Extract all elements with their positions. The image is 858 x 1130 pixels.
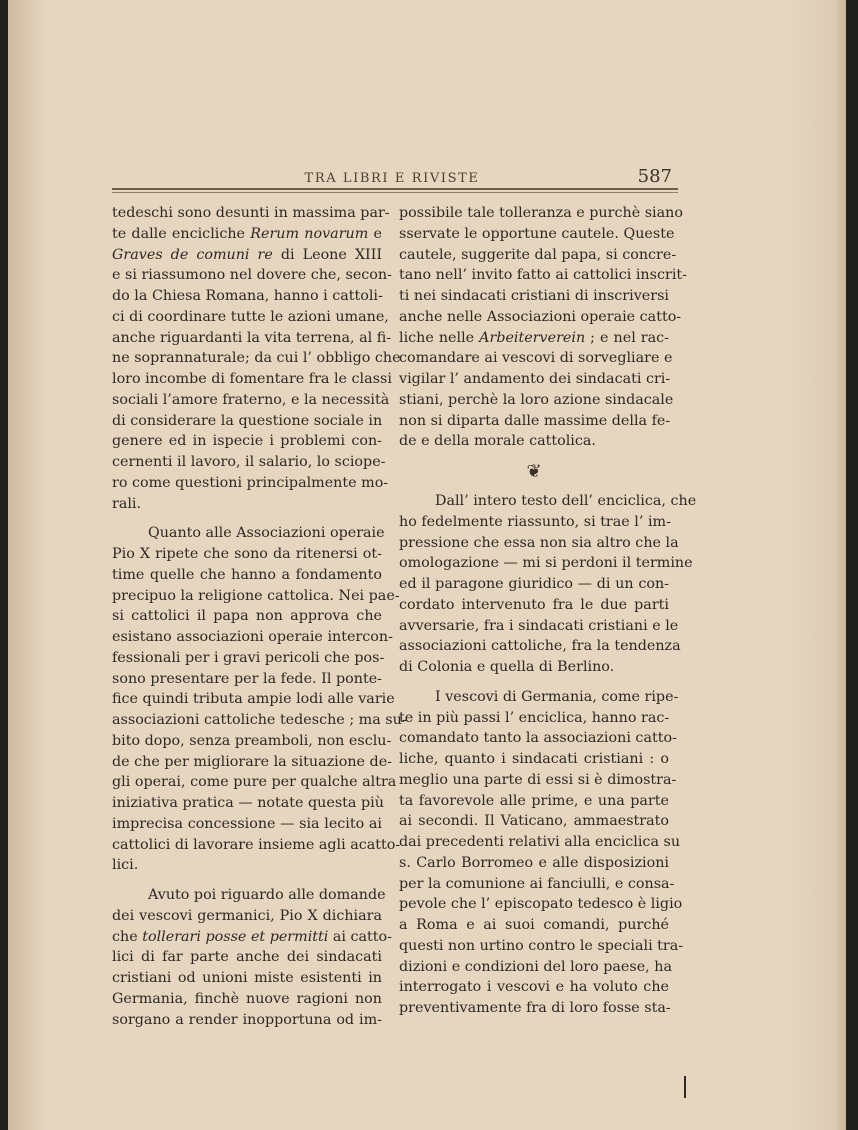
page-header bbox=[112, 168, 672, 194]
text-line: pevole che l’ episcopato tedesco è ligio bbox=[399, 896, 683, 913]
text-line: sservate le opportune cautele. Queste bbox=[399, 225, 675, 242]
text-line: per la comunione ai fanciulli, e consa- bbox=[399, 875, 675, 892]
text-line: si cattolici il papa non approva che bbox=[112, 608, 382, 625]
text-line: esistano associazioni operaie intercon- bbox=[112, 629, 393, 645]
text-line: te in più passi l’ enciclica, hanno rac- bbox=[399, 709, 670, 726]
text-line: Germania, finchè nuove ragioni non bbox=[112, 990, 382, 1007]
text-line: rali. bbox=[112, 495, 142, 512]
text-line: Quanto alle Associazioni operaie bbox=[148, 525, 385, 542]
text-line: Dall’ intero testo dell’ enciclica, che bbox=[435, 493, 697, 509]
text-line: a Roma e ai suoi comandi, purché bbox=[399, 917, 669, 933]
text-line: ho fedelmente riassunto, si trae l’ im- bbox=[399, 513, 671, 530]
right-column bbox=[399, 203, 697, 1019]
text-line: comandato tanto la associazioni catto- bbox=[399, 730, 677, 747]
text-line: iniziativa pratica — notate questa più bbox=[112, 795, 384, 811]
text-line: associazioni cattoliche tedesche ; ma su- bbox=[112, 712, 407, 728]
text-line: di considerare la questione sociale in bbox=[112, 412, 383, 429]
text-line: possibile tale tolleranza e purchè siano bbox=[399, 205, 683, 221]
text-line: precipuo la religione cattolica. Nei pae- bbox=[112, 587, 400, 604]
text-line: Pio X ripete che sono da ritenersi ot- bbox=[112, 546, 382, 562]
text-line: dei vescovi germanici, Pio X dichiara bbox=[112, 907, 382, 924]
ink-mark bbox=[684, 1076, 686, 1098]
text-line: avversarie, fra i sindacati cristiani e le bbox=[399, 617, 679, 634]
text-line: sorgano a render inopportuna od im- bbox=[112, 1011, 382, 1028]
text-line: de e della morale cattolica. bbox=[399, 433, 596, 450]
text-line: gli operai, come pure per qualche altra bbox=[112, 774, 397, 791]
page-right-edge bbox=[836, 0, 846, 1130]
text-line: ti nei sindacati cristiani di inscriversi bbox=[399, 288, 669, 304]
text-line: e si riassumono nel dovere che, secon- bbox=[112, 267, 392, 284]
fleuron-icon: ❦ bbox=[526, 461, 542, 482]
text-line: pressione che essa non sia altro che la bbox=[399, 534, 679, 551]
text-line: time quelle che hanno a fondamento bbox=[112, 566, 382, 583]
text-line: cernenti il lavoro, il salario, lo sciope- bbox=[112, 454, 386, 470]
text-line: do la Chiesa Romana, hanno i cattoli- bbox=[112, 288, 383, 304]
text-line: sono presentare per la fede. Il ponte- bbox=[112, 670, 382, 687]
text-line: anche nelle Associazioni operaie catto- bbox=[399, 308, 682, 325]
text-line: sociali l’amore fraterno, e la necessità bbox=[112, 391, 390, 408]
text-line: comandare ai vescovi di sorvegliare e bbox=[399, 350, 673, 367]
header-rule-thin bbox=[112, 192, 678, 193]
text-line: preventivamente fra di loro fosse sta- bbox=[399, 1000, 671, 1016]
text-line: dai precedenti relativi alla enciclica su bbox=[399, 834, 681, 850]
text-line: I vescovi di Germania, come ripe- bbox=[435, 688, 679, 705]
header-rule bbox=[112, 188, 678, 190]
text-line: omologazione — mi si perdoni il termine bbox=[399, 555, 693, 572]
text-line: questi non urtino contro le speciali tra- bbox=[399, 937, 684, 954]
text-line: meglio una parte di essi si è dimostra- bbox=[399, 771, 677, 788]
text-line-rich: liche nelle Arbeiterverein ; e nel rac- bbox=[399, 329, 669, 346]
text-line: di Colonia e quella di Berlino. bbox=[399, 659, 615, 675]
text-line-rich: che tollerari posse et permitti ai catto- bbox=[112, 928, 392, 945]
text-line: stiani, perchè la loro azione sindacale bbox=[399, 391, 674, 408]
text-line: ne soprannaturale; da cui l’ obbligo che bbox=[112, 350, 401, 367]
text-line: ta favorevole alle prime, e una parte bbox=[399, 792, 669, 809]
text-line: liche, quanto i sindacati cristiani : o bbox=[399, 751, 669, 767]
text-line: non si diparta dalle massime della fe- bbox=[399, 412, 671, 429]
text-line: lici di far parte anche dei sindacati bbox=[112, 949, 382, 966]
text-line: lici. bbox=[112, 857, 139, 874]
text-line: loro incombe di fomentare fra le classi bbox=[112, 371, 392, 387]
left-column bbox=[112, 203, 407, 1030]
text-line: ro come questioni principalmente mo- bbox=[112, 474, 389, 491]
running-title: TRA LIBRI E RIVISTE bbox=[304, 171, 480, 186]
text-line: fice quindi tributa ampie lodi alle varie bbox=[112, 691, 395, 708]
text-line: de che per migliorare la situazione de- bbox=[112, 753, 392, 770]
text-line: bito dopo, senza preamboli, non esclu- bbox=[112, 732, 392, 749]
text-line: Avuto poi riguardo alle domande bbox=[148, 887, 386, 903]
text-line-rich: Graves de comuni re di Leone XIII bbox=[112, 246, 382, 263]
text-line: s. Carlo Borromeo e alle disposizioni bbox=[399, 854, 669, 871]
text-line: tedeschi sono desunti in massima par- bbox=[112, 205, 390, 221]
text-line: associazioni cattoliche, fra la tendenza bbox=[399, 638, 681, 655]
text-line: ed il paragone giuridico — di un con- bbox=[399, 576, 669, 592]
text-line: imprecisa concessione — sia lecito ai bbox=[112, 815, 382, 832]
text-line: ci di coordinare tutte le azioni umane, bbox=[112, 308, 389, 325]
text-line: cristiani od unioni miste esistenti in bbox=[112, 970, 382, 986]
text-line: fessionali per i gravi pericoli che pos- bbox=[112, 649, 385, 666]
page-gutter-shadow bbox=[8, 0, 44, 1130]
text-line: cattolici di lavorare insieme agli acatto- bbox=[112, 836, 401, 853]
text-line: cordato intervenuto fra le due parti bbox=[399, 596, 669, 613]
text-line: genere ed in ispecie i problemi con- bbox=[112, 433, 382, 450]
page-number: 587 bbox=[637, 166, 672, 187]
text-line-rich: te dalle encicliche Rerum novarum e bbox=[112, 225, 382, 242]
text-line: dizioni e condizioni del loro paese, ha bbox=[399, 958, 673, 975]
text-line: tano nell’ invito fatto ai cattolici inscrit- bbox=[399, 267, 687, 284]
text-line: anche riguardanti la vita terrena, al fi- bbox=[112, 329, 392, 346]
text-line: cautele, suggerite dal papa, si concre- bbox=[399, 246, 677, 263]
text-line: ai secondi. Il Vaticano, ammaestrato bbox=[399, 813, 669, 830]
text-line: vigilar l’ andamento dei sindacati cri- bbox=[399, 371, 671, 387]
text-line: interrogato i vescovi e ha voluto che bbox=[399, 979, 669, 996]
